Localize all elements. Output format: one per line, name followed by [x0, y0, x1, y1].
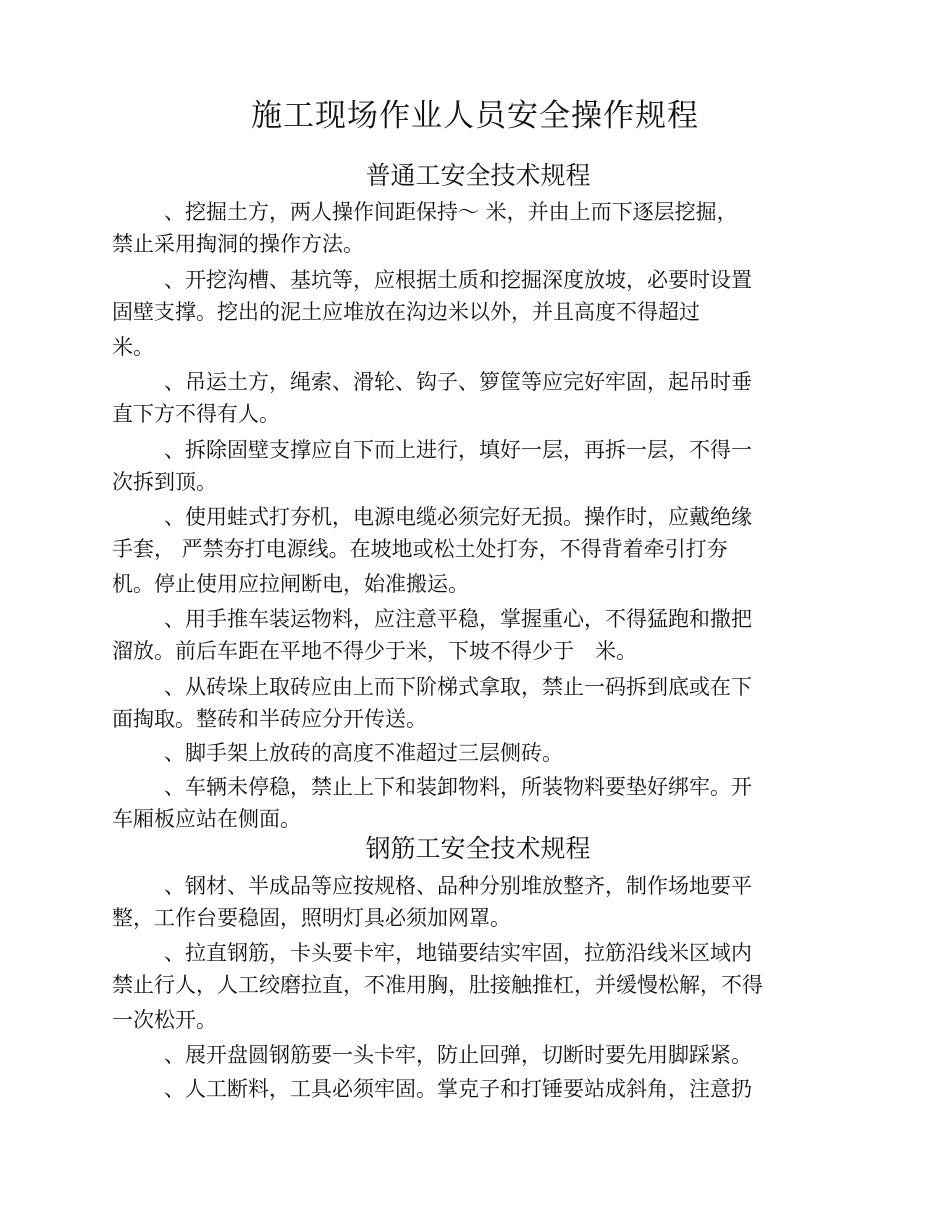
text-line: 米。	[112, 335, 154, 359]
text-line: 、吊运土方，绳索、滑轮、钩子、箩筐等应完好牢固，起吊时垂	[164, 370, 752, 394]
text-line: 、车辆未停稳，禁止上下和装卸物料，所装物料要垫好绑牢。开	[164, 775, 752, 799]
text-line: 、钢材、半成品等应按规格、品种分别堆放整齐，制作场地要平	[164, 874, 752, 898]
text-line: 整，工作台要稳固，照明灯具必须加网罩。	[112, 906, 511, 930]
text-line: 、从砖垛上取砖应由上而下阶梯式拿取，禁止一码拆到底或在下	[164, 675, 752, 699]
text-line: 、挖掘土方，两人操作间距保持～ 米，并由上而下逐层挖掘，	[164, 200, 738, 224]
text-line: 固壁支撑。挖出的泥土应堆放在沟边米以外，并且高度不得超过	[112, 300, 700, 324]
text-line: 车厢板应站在侧面。	[112, 807, 301, 831]
text-line: 、拆除固壁支撑应自下而上进行，填好一层，再拆一层，不得一	[164, 438, 752, 462]
section-heading-rebar-worker: 钢筋工安全技术规程	[365, 834, 591, 863]
text-line: 、人工断料，工具必须牢固。掌克子和打锤要站成斜角，注意扔	[164, 1077, 752, 1101]
text-line: 溜放。前后车距在平地不得少于米，下坡不得少于 米。	[112, 639, 637, 663]
text-line: 、用手推车装运物料，应注意平稳，掌握重心，不得猛跑和撒把	[164, 607, 752, 631]
document-title: 施工现场作业人员安全操作规程	[251, 98, 699, 134]
text-line: 禁止采用掏洞的操作方法。	[112, 232, 364, 256]
text-line: 、展开盘圆钢筋要一头卡牢，防止回弹，切断时要先用脚踩紧。	[164, 1043, 752, 1067]
text-line: 次拆到顶。	[112, 470, 217, 494]
text-line: 、脚手架上放砖的高度不准超过三层侧砖。	[164, 741, 563, 765]
text-line: 直下方不得有人。	[112, 402, 280, 426]
text-line: 面掏取。整砖和半砖应分开传送。	[112, 707, 427, 731]
text-line: 手套， 严禁夯打电源线。在坡地或松土处打夯，不得背着牵引打夯	[112, 537, 728, 561]
text-line: 机。停止使用应拉闸断电，始准搬运。	[112, 572, 469, 596]
text-line: 一次松开。	[112, 1008, 217, 1032]
section-heading-general-worker: 普通工安全技术规程	[365, 161, 591, 190]
text-line: 、使用蛙式打夯机，电源电缆必须完好无损。操作时，应戴绝缘	[164, 505, 752, 529]
text-line: 、拉直钢筋，卡头要卡牢，地锚要结实牢固，拉筋沿线米区域内	[164, 941, 752, 965]
text-line: 、开挖沟槽、基坑等，应根据土质和挖掘深度放坡，必要时设置	[164, 268, 752, 292]
text-line: 禁止行人，人工绞磨拉直，不准用胸，肚接触推杠，并缓慢松解，不得	[112, 973, 763, 997]
